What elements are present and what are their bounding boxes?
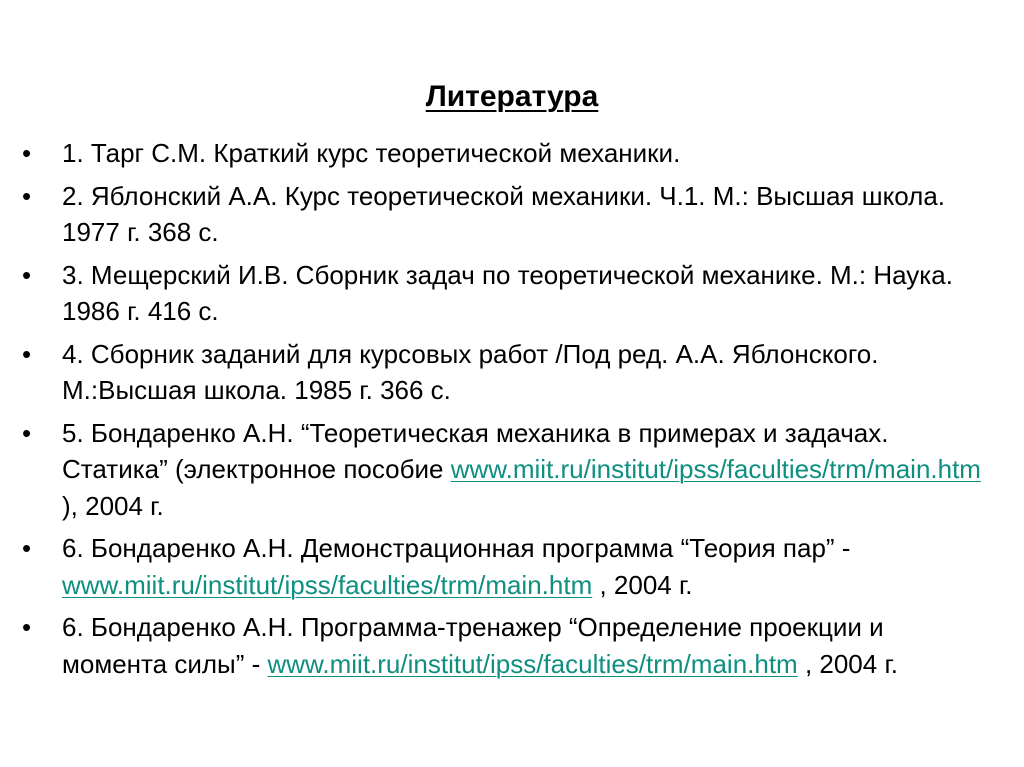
- reference-text-suffix: ), 2004 г.: [62, 490, 164, 521]
- reference-text: 3. Мещерский И.В. Сборник задач по теоретической механике. М.: Наука. 1986 г. 416 с.: [62, 259, 953, 326]
- reference-text: 6. Бондаренко А.Н. Демонстрационная программа “Теория пар” -: [62, 533, 851, 563]
- list-item: [22, 135, 982, 172]
- list-item: [22, 257, 982, 330]
- list-item: [22, 609, 982, 682]
- bullet: •: [22, 259, 32, 290]
- bullet: •: [22, 338, 32, 369]
- reference-text: 2. Яблонский А.А. Курс теоретической механики. Ч.1. М.: Высшая школа. 1977 г. 368 с.: [62, 180, 945, 247]
- bullet: •: [22, 180, 32, 211]
- reference-text: 1. Тарг С.М. Краткий курс теоретической механики.: [62, 138, 681, 168]
- reference-link[interactable]: www.miit.ru/institut/ipss/faculties/trm/main.htm: [267, 648, 798, 679]
- page-title-text: Литература: [425, 80, 599, 113]
- reference-list: [22, 135, 982, 688]
- bullet: •: [22, 612, 32, 642]
- list-item: [22, 178, 982, 251]
- reference-text: 6. Бондаренко А.Н. Программа-тренажер “Определение проекции и момента силы” -: [62, 612, 884, 679]
- list-item: [22, 336, 982, 409]
- bullet: •: [22, 533, 32, 563]
- bullet: •: [22, 138, 32, 168]
- reference-text-suffix: , 2004 г.: [797, 648, 898, 679]
- bullet: •: [22, 417, 32, 448]
- list-item: [22, 415, 982, 525]
- reference-text: 4. Сборник заданий для курсовых работ /Под ред. А.А. Яблонского. М.:Высшая школа. 1985 г. 366 с.: [62, 338, 879, 405]
- reference-link[interactable]: www.miit.ru/institut/ipss/faculties/trm/main.htm: [62, 569, 593, 600]
- reference-text-suffix: , 2004 г.: [592, 569, 693, 600]
- reference-text: 5. Бондаренко А.Н. “Теоретическая механика в примерах и задачах. Статика” (электронное пособие: [62, 417, 889, 484]
- reference-link[interactable]: www.miit.ru/institut/ipss/faculties/trm/main.htm: [450, 454, 981, 484]
- page-title: [0, 74, 1024, 120]
- list-item: [22, 530, 982, 603]
